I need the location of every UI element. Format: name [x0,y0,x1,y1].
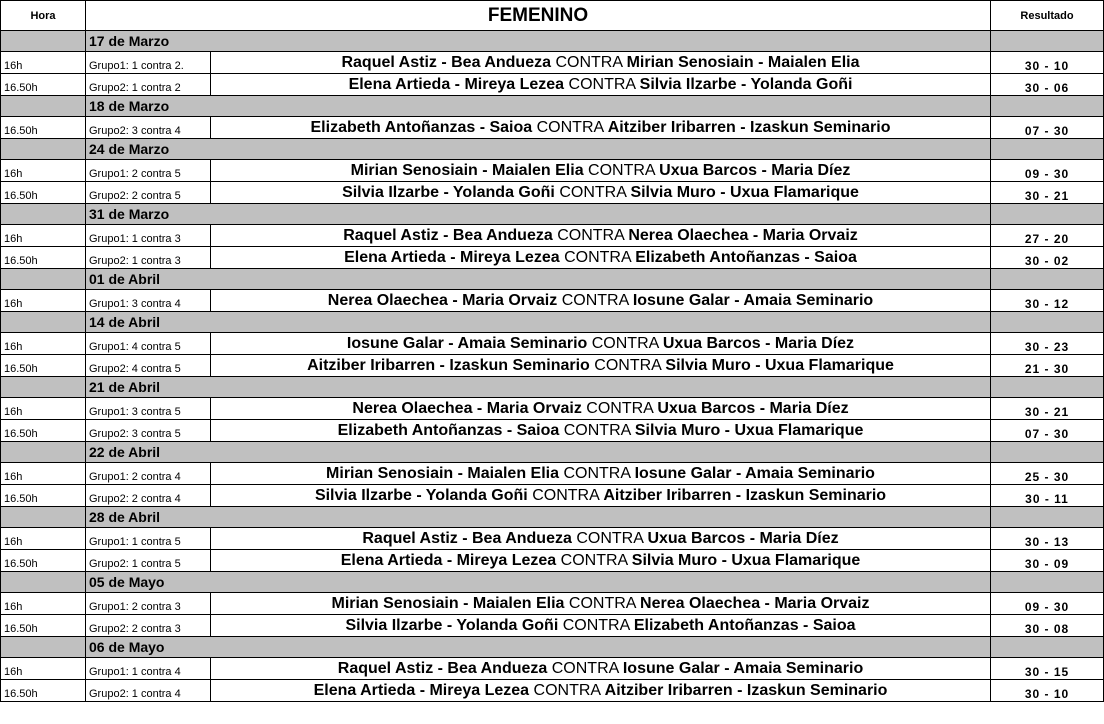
team-2: Iosune Galar - Amaia Seminario [632,291,874,309]
match-time[interactable]: 16h [1,463,86,485]
match-row [1,550,1104,572]
date-label[interactable]: 06 de Mayo [86,637,991,658]
match-group[interactable]: Grupo1: 4 contra 5 [86,333,211,355]
match-row [1,485,1104,507]
match-row [1,117,1104,139]
team-1: Silvia Ilzarbe - Yolanda Goñi [314,486,528,504]
contra-label: CONTRA [559,183,626,201]
date-blank-cell[interactable] [1,204,86,225]
team-1: Elena Artieda - Mireya Lezea [348,75,565,93]
date-label[interactable]: 24 de Marzo [86,139,991,160]
match-result[interactable]: 30 - 06 [991,74,1104,96]
match-description[interactable] [211,680,991,702]
match-time[interactable]: 16.50h [1,117,86,139]
match-result[interactable]: 30 - 08 [991,615,1104,637]
contra-label: CONTRA [564,248,631,266]
match-description[interactable] [211,117,991,139]
date-row [1,507,1104,528]
match-result[interactable]: 07 - 30 [991,117,1104,139]
date-blank-cell[interactable] [1,507,86,528]
match-result[interactable]: 30 - 10 [991,680,1104,702]
date-row [1,204,1104,225]
match-group[interactable]: Grupo1: 2 contra 5 [86,160,211,182]
team-2: Iosune Galar - Amaia Seminario [634,464,875,482]
contra-label: CONTRA [561,291,629,309]
contra-label: CONTRA [576,529,643,547]
match-description[interactable] [211,398,991,420]
match-time[interactable]: 16.50h [1,182,86,204]
match-time[interactable]: 16h [1,658,86,680]
team-2: Silvia Muro - Uxua Flamarique [665,356,894,374]
match-result[interactable]: 30 - 15 [991,658,1104,680]
match-description[interactable] [211,74,991,96]
team-2: Silvia Muro - Uxua Flamarique [634,421,864,439]
date-blank-cell[interactable] [1,377,86,398]
contra-label: CONTRA [532,486,599,504]
match-description[interactable] [211,333,991,355]
match-time[interactable]: 16h [1,160,86,182]
match-description[interactable] [211,247,991,269]
match-result[interactable]: 30 - 13 [991,528,1104,550]
date-blank-cell[interactable] [1,96,86,117]
date-blank-cell[interactable] [1,572,86,593]
date-label[interactable]: 21 de Abril [86,377,991,398]
match-group[interactable]: Grupo1: 3 contra 5 [86,398,211,420]
team-2: Aitziber Iribarren - Izaskun Seminario [603,486,887,504]
team-1: Nerea Olaechea - Maria Orvaiz [327,291,558,309]
date-result-cell[interactable] [991,572,1104,593]
match-time[interactable]: 16.50h [1,355,86,377]
team-1: Mirian Senosiain - Maialen Elia [350,161,584,179]
sheet-title[interactable]: FEMENINO [86,1,991,31]
date-row [1,442,1104,463]
date-result-cell[interactable] [991,31,1104,52]
match-time[interactable]: 16.50h [1,420,86,442]
date-result-cell[interactable] [991,377,1104,398]
date-result-cell[interactable] [991,204,1104,225]
contra-label: CONTRA [594,356,661,374]
contra-label: CONTRA [588,161,655,179]
date-blank-cell[interactable] [1,442,86,463]
match-row [1,658,1104,680]
date-row [1,139,1104,160]
match-row [1,333,1104,355]
team-1: Raquel Astiz - Bea Andueza [341,53,551,71]
contra-label: CONTRA [568,75,636,93]
match-result[interactable]: 25 - 30 [991,463,1104,485]
match-time[interactable]: 16h [1,333,86,355]
date-label[interactable]: 01 de Abril [86,269,991,290]
team-1: Silvia Ilzarbe - Yolanda Goñi [345,616,559,634]
match-description[interactable] [211,550,991,572]
match-group[interactable]: Grupo1: 1 contra 3 [86,225,211,247]
match-group[interactable]: Grupo1: 1 contra 2. [86,52,211,74]
hora-header[interactable]: Hora [1,1,86,31]
contra-label: CONTRA [551,659,619,677]
team-1: Elizabeth Antoñanzas - Saioa [310,118,533,136]
team-2: Silvia Ilzarbe - Yolanda Goñi [639,75,853,93]
match-group[interactable]: Grupo2: 3 contra 5 [86,420,211,442]
match-row [1,290,1104,312]
team-1: Aitziber Iribarren - Izaskun Seminario [307,356,590,374]
match-time[interactable]: 16h [1,52,86,74]
match-result[interactable]: 30 - 09 [991,550,1104,572]
match-group[interactable]: Grupo1: 2 contra 4 [86,463,211,485]
team-2: Uxua Barcos - Maria Díez [647,529,839,547]
match-row [1,247,1104,269]
match-group[interactable]: Grupo2: 1 contra 2 [86,74,211,96]
team-2: Aitziber Iribarren - Izaskun Seminario [607,118,891,136]
contra-label: CONTRA [562,616,630,634]
contra-label: CONTRA [563,421,631,439]
resultado-header[interactable]: Resultado [991,1,1104,31]
contra-label: CONTRA [568,594,636,612]
match-row [1,398,1104,420]
match-description[interactable] [211,528,991,550]
match-time[interactable]: 16h [1,290,86,312]
date-result-cell[interactable] [991,139,1104,160]
date-row [1,269,1104,290]
match-result[interactable]: 30 - 02 [991,247,1104,269]
date-result-cell[interactable] [991,312,1104,333]
match-row [1,182,1104,204]
match-group[interactable]: Grupo2: 4 contra 5 [86,355,211,377]
date-result-cell[interactable] [991,637,1104,658]
match-description[interactable] [211,658,991,680]
team-1: Elena Artieda - Mireya Lezea [313,681,530,699]
match-result[interactable]: 21 - 30 [991,355,1104,377]
match-result[interactable]: 30 - 11 [991,485,1104,507]
match-group[interactable]: Grupo2: 1 contra 5 [86,550,211,572]
match-description[interactable] [211,225,991,247]
team-1: Raquel Astiz - Bea Andueza [362,529,572,547]
match-description[interactable] [211,355,991,377]
team-1: Raquel Astiz - Bea Andueza [337,659,548,677]
team-2: Elizabeth Antoñanzas - Saioa [633,616,856,634]
match-row [1,593,1104,615]
match-time[interactable]: 16.50h [1,550,86,572]
schedule-body [1,1,1104,702]
date-row [1,312,1104,333]
match-row [1,52,1104,74]
match-time[interactable]: 16h [1,225,86,247]
match-group[interactable]: Grupo2: 1 contra 3 [86,247,211,269]
match-row [1,463,1104,485]
match-result[interactable]: 09 - 30 [991,593,1104,615]
match-result[interactable]: 27 - 20 [991,225,1104,247]
team-2: Iosune Galar - Amaia Seminario [622,659,864,677]
date-label[interactable]: 17 de Marzo [86,31,991,52]
date-row [1,96,1104,117]
contra-label: CONTRA [533,681,601,699]
match-description[interactable] [211,420,991,442]
date-blank-cell[interactable] [1,31,86,52]
team-1: Nerea Olaechea - Maria Orvaiz [352,399,582,417]
date-row [1,377,1104,398]
match-group[interactable]: Grupo2: 3 contra 4 [86,117,211,139]
date-row [1,31,1104,52]
match-description[interactable] [211,485,991,507]
date-result-cell[interactable] [991,96,1104,117]
team-2: Uxua Barcos - Maria Díez [662,334,855,352]
team-2: Elizabeth Antoñanzas - Saioa [635,248,857,266]
contra-label: CONTRA [563,464,631,482]
match-result[interactable]: 30 - 12 [991,290,1104,312]
team-2: Silvia Muro - Uxua Flamarique [631,551,861,569]
date-row [1,637,1104,658]
match-row [1,420,1104,442]
contra-label: CONTRA [586,399,653,417]
match-row [1,74,1104,96]
match-group[interactable]: Grupo1: 1 contra 4 [86,658,211,680]
match-time[interactable]: 16h [1,593,86,615]
date-blank-cell[interactable] [1,637,86,658]
team-1: Elizabeth Antoñanzas - Saioa [337,421,560,439]
match-time[interactable]: 16.50h [1,74,86,96]
date-label[interactable]: 22 de Abril [86,442,991,463]
contra-label: CONTRA [591,334,659,352]
team-1: Elena Artieda - Mireya Lezea [344,248,560,266]
team-1: Raquel Astiz - Bea Andueza [343,226,553,244]
match-group[interactable]: Grupo2: 2 contra 3 [86,615,211,637]
team-1: Mirian Senosiain - Maialen Elia [326,464,559,482]
date-label[interactable]: 18 de Marzo [86,96,991,117]
match-group[interactable]: Grupo2: 1 contra 4 [86,680,211,702]
match-description[interactable] [211,290,991,312]
match-description[interactable] [211,593,991,615]
date-blank-cell[interactable] [1,312,86,333]
match-time[interactable]: 16h [1,398,86,420]
match-group[interactable]: Grupo1: 3 contra 4 [86,290,211,312]
match-row [1,355,1104,377]
match-description[interactable] [211,615,991,637]
match-result[interactable]: 30 - 21 [991,182,1104,204]
team-1: Silvia Ilzarbe - Yolanda Goñi [342,183,555,201]
match-group[interactable]: Grupo2: 2 contra 5 [86,182,211,204]
date-result-cell[interactable] [991,442,1104,463]
contra-label: CONTRA [560,551,628,569]
match-description[interactable] [211,182,991,204]
date-label[interactable]: 28 de Abril [86,507,991,528]
match-result[interactable]: 09 - 30 [991,160,1104,182]
team-2: Mirian Senosiain - Maialen Elia [626,53,860,71]
match-result[interactable]: 07 - 30 [991,420,1104,442]
match-group[interactable]: Grupo1: 1 contra 5 [86,528,211,550]
match-group[interactable]: Grupo1: 2 contra 3 [86,593,211,615]
match-description[interactable] [211,52,991,74]
match-result[interactable]: 30 - 10 [991,52,1104,74]
match-row [1,528,1104,550]
match-result[interactable]: 30 - 21 [991,398,1104,420]
team-2: Nerea Olaechea - Maria Orvaiz [640,594,870,612]
match-result[interactable]: 30 - 23 [991,333,1104,355]
team-2: Uxua Barcos - Maria Díez [659,161,851,179]
team-1: Mirian Senosiain - Maialen Elia [331,594,565,612]
date-row [1,572,1104,593]
team-1: Elena Artieda - Mireya Lezea [340,551,557,569]
team-2: Uxua Barcos - Maria Díez [657,399,849,417]
date-label[interactable]: 31 de Marzo [86,204,991,225]
date-label[interactable]: 14 de Abril [86,312,991,333]
date-blank-cell[interactable] [1,269,86,290]
team-2: Nerea Olaechea - Maria Orvaiz [628,226,858,244]
header-row [1,1,1104,31]
date-result-cell[interactable] [991,269,1104,290]
match-time[interactable]: 16.50h [1,680,86,702]
match-row [1,160,1104,182]
date-result-cell[interactable] [991,507,1104,528]
match-description[interactable] [211,463,991,485]
team-1: Iosune Galar - Amaia Seminario [346,334,588,352]
match-row [1,680,1104,702]
match-row [1,615,1104,637]
team-2: Silvia Muro - Uxua Flamarique [630,183,859,201]
team-2: Aitziber Iribarren - Izaskun Seminario [604,681,888,699]
date-blank-cell[interactable] [1,139,86,160]
match-row [1,225,1104,247]
contra-label: CONTRA [557,226,624,244]
match-time[interactable]: 16.50h [1,247,86,269]
match-time[interactable]: 16.50h [1,615,86,637]
contra-label: CONTRA [555,53,623,71]
match-description[interactable] [211,160,991,182]
match-time[interactable]: 16h [1,528,86,550]
date-label[interactable]: 05 de Mayo [86,572,991,593]
match-group[interactable]: Grupo2: 2 contra 4 [86,485,211,507]
contra-label: CONTRA [536,118,604,136]
match-time[interactable]: 16.50h [1,485,86,507]
